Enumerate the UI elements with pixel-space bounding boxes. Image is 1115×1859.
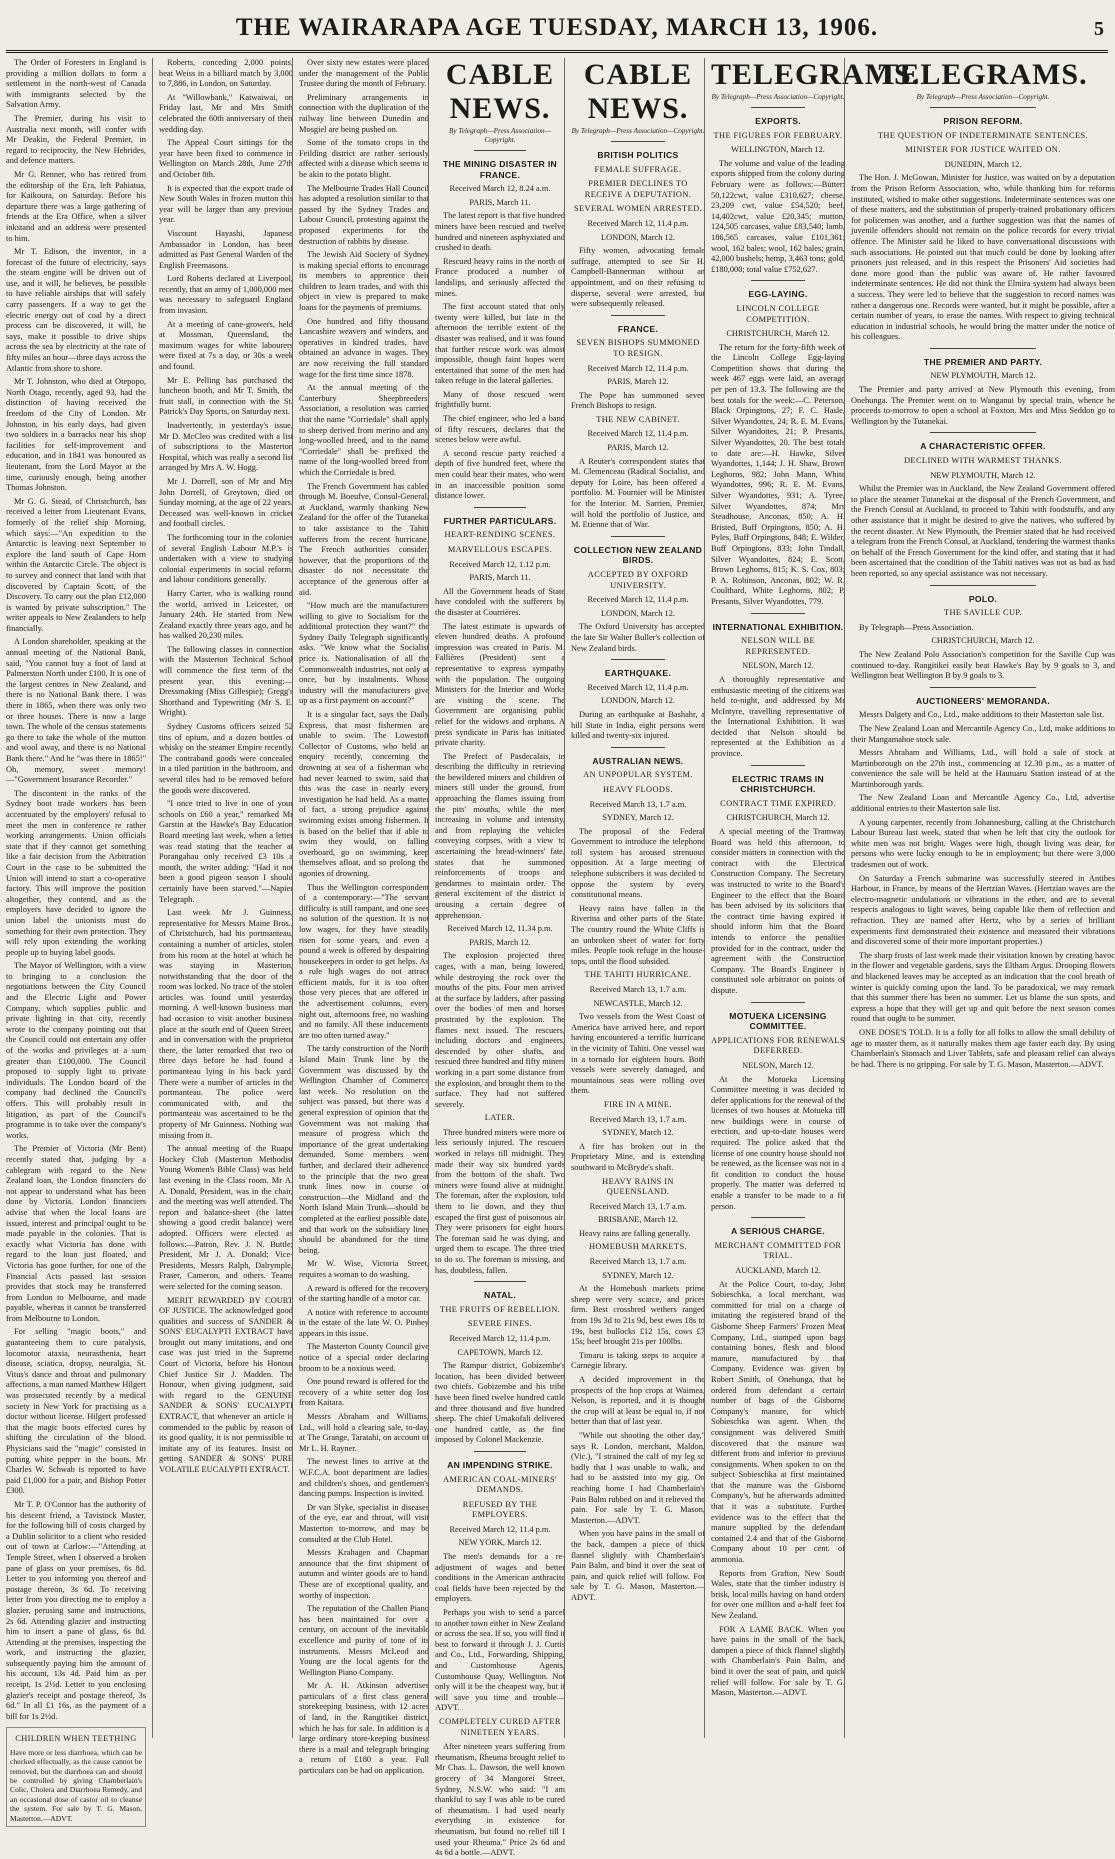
dateline: Received March 13, 1.7 a.m. bbox=[589, 799, 687, 809]
dateline: LONDON, March 12. bbox=[601, 232, 675, 242]
article-paragraph: Mr T. Johnston, who died at Otepopo, North Otago, recently, aged 93, had the distinction of having received the freedom of the City of London. Mr Johnston, in his early days, had given two soldiers in a barracks near his shop facilities for self-improvement and education, and in 1841 was honoured as lieutenant, from the Lord Mayor at the time, curiously enough, being another Thomas Johnston. bbox=[6, 377, 146, 493]
article-paragraph: The French Government has cabled through M. Boeufve, Consul-General, at Auckland, warmly thanking New Zealand for the offer of the Tutanekai to take assistance to the Tahiti sufferers from the recent hurricane. The French authorities consider, however, that the proportions of the disaster do not necessitate the acceptance of the generous offer at aid. bbox=[299, 481, 429, 597]
news-heading: THE MINING DISASTER IN FRANCE. bbox=[442, 159, 558, 180]
sub-heading: MERCHANT COMMITTED FOR TRIAL. bbox=[714, 1240, 842, 1261]
dateline: Received March 13, 1.7 a.m. bbox=[589, 985, 687, 994]
news-heading: AUSTRALIAN NEWS. bbox=[592, 755, 684, 766]
article-paragraph: The New Zealand Loan and Mercantile Agency Co., Ltd, advertise additional entries to their Masterton sale list. bbox=[851, 793, 1115, 814]
sub-heading: MARVELLOUS ESCAPES. bbox=[447, 545, 553, 554]
sub-heading: HEAVY FLOODS. bbox=[603, 784, 673, 794]
news-heading: EXPORTS. bbox=[755, 116, 801, 126]
section-banner: CABLE NEWS. bbox=[445, 58, 555, 125]
article-paragraph: Mr G. G. Stead, of Christchurch, has received a letter from Lieutenant Evans, formerly of the relief ship Morning, which says:—"An expedition to the Antarctic is leaving next September to explore the land south of Cape Horn within the Antarctic Circle. The object is to survey and connect that land with that discovered by Captain Scott, of the Discovery. To carry out the plan £12,000 is wanted by private subscription." The writer appeals to New Zealanders to help financially. bbox=[6, 496, 146, 633]
article-paragraph: A London shareholder, speaking at the annual meeting of the National Bank, said, "You cannot buy a foot of land at Palmerston North under £100. It is one of the largest centres in New Zealand, and there is no National Bank there. I was there in 1865, when there was only two or three houses. There is now a large town. The whole of the census statements go there to take the whole of the mutton and wool away, and there is no National Bank there." And he "was there in 1865!" Oh, memory, sweet memory!—"Government Insurance Recorder." bbox=[6, 637, 146, 785]
dateline: PARIS, March 12. bbox=[607, 377, 669, 387]
sub-heading: COMPLETELY CURED AFTER NINETEEN YEARS. bbox=[439, 1716, 561, 1737]
dateline: NELSON, March 12. bbox=[742, 661, 814, 671]
byline: By Telegraph—Press Association—Copyright. bbox=[916, 93, 1050, 101]
article-paragraph: The New Zealand Loan and Mercantile Agency Co., Ltd, make additions to their Mangamahoe stock sale. bbox=[851, 723, 1115, 744]
dateline: Received March 12, 8.24 a.m. bbox=[449, 184, 551, 194]
sub-heading: APPLICATIONS FOR RENEWALS DEFERRED. bbox=[711, 1035, 845, 1056]
article-paragraph: By Telegraph—Press Association. bbox=[859, 622, 974, 632]
article-paragraph: The newest lines to arrive at the W.F.C.A. boot department are ladies' and children's shoes, and gentlemen's dancing pumps. Inspection is invited. bbox=[299, 1457, 429, 1499]
advertisement-text: Have more or less diarrhoea, which can be checked effectually, as the cause cannot be removed, but the diarrhoea can and should be controlled by giving Chamberlain's Colic, Cholera and Diarrhoea Remedy, and an occasional dose of castor oil to cleanse the system. For sale by T. G. Mason, Masterton.—ADVT. bbox=[10, 1747, 142, 1823]
divider bbox=[930, 348, 1036, 349]
news-heading: FRANCE. bbox=[617, 323, 659, 334]
news-heading: PRISON REFORM. bbox=[943, 116, 1023, 126]
article-paragraph: The Jewish Aid Society of Sydney is making special efforts to encourage its members to apprentice their children to learn trades, and with this object in view is prepared to make loans for the payments of premiums. bbox=[299, 250, 429, 313]
article-paragraph: At "Willowbank," Kaiwaiwai, on Friday last, Mr and Mrs Smith celebrated the 60th anniversary of their wedding day. bbox=[159, 92, 293, 134]
article-paragraph: The Premier and party arrived at New Plymouth this evening, from Onehunga. The Premier went on to Wanganui by special train, whence he proceeds to-morrow to open a school at Foxton. Mrs and Miss Seddon go to Wellington by the Tutanekai. bbox=[851, 385, 1115, 426]
section-banner: CABLE NEWS. bbox=[583, 58, 693, 125]
sub-heading: REFUSED BY THE EMPLOYERS. bbox=[462, 1499, 538, 1520]
divider bbox=[474, 507, 526, 508]
article-paragraph: One pound reward is offered for the recovery of a white setter dog lost from Kaitara. bbox=[299, 1377, 429, 1408]
article-paragraph: Thus the Wellington correspondent of a contemporary:—"The servant difficulty is still rampant, and one sees no solution of the question. It is not low wages, for they have steadily risen for some years, and even a pound a week is offered by despairing housekeepers in order to get helps. As a rule high wages do not attract efficient maids, for it is too often those very pieces that are offered in the advertisement columns, every night out, afternoons free, no washing and no family. All these inducements are too often turned away." bbox=[299, 882, 429, 1040]
news-heading: NATAL. bbox=[483, 1290, 517, 1301]
dateline: Received March 13, 1.7 a.m. bbox=[589, 1201, 687, 1211]
article-paragraph: The Prefect of Pasdecalais, in describing the difficulty in retrieving the bewildered miners and children of miners still under the ground, from approaching the flames issuing from the pits' mouths, while the men increasing in volume and intensity, and from replaying the vehicles conveying corpses, with a view to ascertaining the bread-winners' fate, states that he summoned reinforcements of troops and gendarmes to maintain order. The general excitement of the district is arousing a certain degree of apprehension. bbox=[435, 751, 565, 920]
article-paragraph: Mr W. Wise, Victoria Street, requires a woman to do washing. bbox=[299, 1259, 429, 1279]
article-paragraph: Viscount Hayashi, Japanese Ambassador in London, has been admitted as Past General Warden of the English Freemasons. bbox=[159, 228, 293, 270]
sub-heading: HEAVY RAINS IN QUEENSLAND. bbox=[602, 1176, 674, 1197]
sub-heading: SEVERAL WOMEN ARRESTED. bbox=[573, 204, 703, 214]
news-heading: BRITISH POLITICS bbox=[597, 150, 679, 160]
article-paragraph: The Premier, during his visit to Australia next month, will confer with Mr Deakin, the Federal Premier, in regard to reciprocity, the New Hebrides, and defence matters. bbox=[6, 113, 146, 166]
article-paragraph: Messrs Abraham and Williams, Ltd., will hold a sale of stock at Martinborough on the 27th inst., commencing at 12.30 p.m., as a matter of convenience the sale will be held at the Hautuaru Station instead of at the Martinborough yards. bbox=[851, 748, 1115, 789]
article-paragraph: One hundred and fifty thousand Lancashire weavers and winders, and operatives in kindred trades, have obtained an advance in wages. They are now receiving the full standard wage for the first time since 1878. bbox=[299, 316, 429, 379]
dateline: SYDNEY, March 12. bbox=[602, 1128, 674, 1138]
divider bbox=[611, 141, 665, 142]
article-paragraph: Inadvertently, in yesterday's issue, Mr D. McCleo was credited with a list of subscriptions to the Masterton Hospital, which was really a second list arranged by Mrs A. W. Hogg. bbox=[159, 421, 293, 473]
article-paragraph: The discontent in the ranks of the Sydney boot trade workers has been accentuated by the employers' refusal to meet the men in conference re rather working arrangements. Union officials state that if they cannot get something like a fair decision from the Arbitration Court in the case to be submitted the Union will intend to start a co-operative factory. This will improve the position altogether, they contend, and as the employers have decided to ignore the union label the unionists must do something for their own protection. They will rely upon extending the working people up to buying label goods. bbox=[6, 788, 146, 957]
dateline: CHRISTCHURCH, March 12. bbox=[726, 813, 830, 823]
article-paragraph: It is a singular fact, says the Daily Express, that most fishermen are unable to swim. The Lowestoft Collector of Customs, who held an enquiry recently, concerning the drowning at sea of a fisherman who had never learned to swim, said that this was the case in nearly every investigation he had held. As a matter of fact, a strong prejudice against swimming exists among fishermen. It is based on the belief that if able to swim they would, on falling overboard, go on swimming, keep themselves afloat, and so prolong the agonies of drowning. bbox=[299, 710, 429, 878]
page-number: 5 bbox=[1094, 18, 1104, 40]
article-paragraph: The Pope has summoned seven French Bishops to resign. bbox=[571, 390, 705, 411]
article-paragraph: The latest estimate is upwards of eleven hundred deaths. A profound impression was created in Paris. M. Fallières (President) sent a representative to express sympathy with the population. The outgoing Ministers for the Interior and Works are visiting the scene. The Government are organising public relief for the widows and orphans. A press syndicate in Paris has initiated private charity. bbox=[435, 621, 565, 748]
column-cable-news-2 bbox=[564, 58, 705, 1738]
divider bbox=[930, 585, 1036, 586]
article-paragraph: Messrs Krahagen and Chapman announce that the first shipment of autumn and winter goods are to hand. These are of exceptional quality, and worthy of inspection. bbox=[299, 1548, 429, 1600]
sub-heading: THE NEW CABINET. bbox=[596, 414, 680, 424]
news-heading: THE PREMIER AND PARTY. bbox=[923, 356, 1043, 367]
article-paragraph: Messrs Dalgety and Co., Ltd., make additions to their Masterton sale list. bbox=[859, 710, 1105, 720]
divider bbox=[474, 1451, 526, 1452]
dateline: NELSON, March 12. bbox=[742, 1060, 814, 1070]
sub-heading: CONTRACT TIME EXPIRED. bbox=[720, 798, 836, 808]
article-paragraph: The Appeal Court sittings for the year have been fixed to commence in Wellington on March 28th, June 27th and October 8th. bbox=[159, 138, 293, 179]
article-paragraph: After nineteen years suffering from rheumatism, Rheuma brought relief to Mr Chas. L. Dawson, the well known grocery of 34 Mangorei Street, Sydney, N.S.W. who said: "I am thankful to say I was able to be cured of rheumatism. I had used nearly everything in existence for rheumatism, but found no relief till I used your Rheuma." Price 2s 6d and 4s 6d a bottle.—ADVT. bbox=[435, 1742, 565, 1858]
article-paragraph: The reputation of the Challen Piano has been maintained for over a century, on account of the inevitable excellence and purity of tone of its instruments. Messrs McLeod and Young are the local agents for the Wellington Piano Company. bbox=[299, 1604, 429, 1677]
article-paragraph: Heavy rains are falling generally. bbox=[579, 1228, 691, 1238]
article-paragraph: The Premier of Victoria (Mr Bent) recently stated that, judging by a cablegram with regard to the New Zealand loan, the London financiers do not appear to understand what has been done by Victoria. London financiers advise that when the local loans are issued, interest and principal ought to be made payable in the colonies. That is exactly what Victoria has done with regard to the loan just floated, and Victoria has gone further, for one of the Financial Acts passed last session provides that stock may be transferred from London to Melbourne, and made payable, whereas it cannot be transferred from Melbourne to London. bbox=[6, 1144, 146, 1323]
section-banner: TELEGRAMS. bbox=[711, 58, 921, 91]
masthead-title: THE WAIRARAPA AGE TUESDAY, MARCH 13, 1906. bbox=[235, 14, 879, 41]
news-heading: AUCTIONEERS' MEMORANDA. bbox=[915, 695, 1051, 706]
article-paragraph: Harry Carter, who is walking round the world, arrived in Leicester, on January 24th. He started from New Zealand exactly three years ago, and he has walked 20,230 miles. bbox=[159, 588, 293, 641]
sub-heading: NELSON WILL BE REPRESENTED. bbox=[741, 636, 815, 656]
article-paragraph: The New Zealand Polo Association's competition for the Saville Cup was continued to-day. Rangitikei easily beat Hawke's Bay by 9 goals to 3, and Wellington beat Wellington B by 9 goals to 3. bbox=[851, 649, 1115, 681]
divider bbox=[751, 107, 805, 108]
divider bbox=[611, 315, 665, 316]
column-3 bbox=[292, 58, 429, 1776]
sub-heading: FIRE IN A MINE. bbox=[604, 1099, 672, 1109]
article-paragraph: Many of those rescued were frightfully burnt. bbox=[435, 389, 565, 410]
article-paragraph: Whilst the Premier was in Auckland, the New Zealand Government offered to place the steamer Tutanekai at the disposal of the French Government, and the French Consul at Auckland, to proceed to Tahiti with foodstuffs, and any other assistance that it might be desired to give the natives, who suffered by the recent disaster. At New Plymouth, the Premier stated that he had received a telegram from the French Consul, at Auckland, tendering the warmest thanks on behalf of the French Government for the kind offer, and stating that it had been ascertained that the condition of the Tahiti natives was not as bad as had been reported, so any special assistance was not necessary. bbox=[851, 484, 1115, 578]
article-paragraph: When you have pains in the small of the back, dampen a piece of thick flannel slightly with Chamberlain's Pain Balm, and bind it over the seat of pain, and quick relief will follow. For sale by T. G. Mason, Masterton.—ADVT. bbox=[571, 1529, 705, 1602]
divider bbox=[930, 107, 1036, 108]
news-heading: FURTHER PARTICULARS. bbox=[443, 515, 557, 526]
dateline: CHRISTCHURCH, March 12. bbox=[726, 329, 830, 339]
advertisement bbox=[6, 1727, 146, 1827]
sub-heading: MINISTER FOR JUSTICE WAITED ON. bbox=[905, 145, 1061, 155]
article-paragraph: The Order of Foresters in England is providing a million dollars to form a settlement in the north-west of Canada with immigrants selected by the Salvation Army. bbox=[6, 58, 146, 110]
dateline: Received March 12, 11.4 p.m. bbox=[587, 595, 689, 605]
byline: By Telegraph—Press Association—Copyright. bbox=[711, 93, 845, 101]
divider bbox=[751, 1217, 805, 1218]
divider bbox=[751, 280, 805, 281]
article-paragraph: A special meeting of the Tramway Board was held this afternoon, to consider matters in connection with the contract with the Electrical Construction Company. The Secretary was instructed to write to the Board's Engineer to the effect that the Board has been advised by its solicitors that the contract time having expired it should inform him that the Board intends to enforce the penalties provided for in the contract, under the agreement with the Construction Company. The Board's Engineer is constituted sole arbitrator on points of dispute. bbox=[711, 827, 845, 995]
dateline: Received March 12, 11.4 p.m. bbox=[587, 429, 689, 439]
dateline: Received March 12, 11.4 p.m. bbox=[449, 1524, 551, 1534]
article-paragraph: Some of the tomato crops in the Feilding district are rather seriously affected with a disease which seems to be akin to the potato blight. bbox=[299, 138, 429, 179]
article-paragraph: Mr J. Dorrell, son of Mr and Mrs John Dorrell, of Greytown, died on Sunday morning, at the age of 22 years. Deceased was well-known in cricket and football circles. bbox=[159, 476, 293, 529]
dateline: NEW YORK, March 12. bbox=[458, 1538, 542, 1548]
dateline: WELLINGTON, March 12. bbox=[731, 145, 825, 155]
advertisement-title: CHILDREN WHEN TEETHING bbox=[15, 1734, 137, 1744]
article-paragraph: The Rampur district, Gobizembe's location, has been divided between two chiefs. Gobizembe and his tribe have been fined twelve hundred cattle and three thousand and five hundred sheep. The chief Umakofali delivered one hundred cattle, as the fine imposed by Colonel Mackenzie. bbox=[435, 1361, 565, 1445]
article-paragraph: A fire has broken out in the Proprietary Mine, and is extending southward to McBryde's shaft. bbox=[571, 1141, 705, 1172]
dateline: NEWCASTLE, March 12. bbox=[593, 998, 683, 1008]
article-paragraph: Mr E. Pelling has purchased the luncheon booth, and Mr T. Smith, the fruit stall, in connection with the St. Patrick's Day Sports, on Saturday next. bbox=[159, 375, 293, 417]
divider bbox=[611, 536, 665, 537]
article-paragraph: Mr T. P. O'Connor has the authority of his descent friend, a Tavistock Master, for the following bill of costs charged by a Dublin solicitor to a client who resided out of town at Carlow:—"Attending at Temple Street, when I observed a broken pane of glass on your premises, 6s 8d. Letter to you informing you thereof and postage thereon, 3s 6d. To receiving letter from you directing me to employ a glazier, perusing same and instructions, 2s 6d. Attending glazier and instructing him to insert a pane of glass, 6s 8d. Attending at the premises, inspecting the work, and instructing the glazier, subsequently paying him the amount of his account, 13s 4d. Paid him as per receipt, 1s 2½d. Letter to you enclosing glazier's receipt and postage thereof, 3s 6d." In all £1 16s, as the payment of a bill for 1s 2½d. bbox=[6, 1499, 146, 1721]
column-1 bbox=[6, 58, 147, 1823]
article-paragraph: At the Motueka Licensing Committee meeting it was decided to defer applications for the renewal of the licenses of two houses at Motueka till new buildings were in course of erection, and up-to-date houses were required. The police asked that the license of one country house should not be renewed, as the licensee was not in a fit condition to conduct the house properly. The matter was deferred to enable a transfer to be made to a fit person. bbox=[711, 1074, 845, 1211]
article-paragraph: The explosion projected three cages, with a man, being lowered, while destroying the rock over the mouths of the pits. Four men arrived at the surface by ladders, after passing over the bodies of men and horses prostrated by the explosion. The flames next issued. The rescuers, including doctors and engineers, descended by other shafts, and rescued three hundred and fifty miners working in a part some distance from the explosion, and brought them to the surface. They had not suffered severely. bbox=[435, 951, 565, 1109]
dateline: Received March 12, 11.34 p.m. bbox=[447, 924, 553, 934]
article-paragraph: Mr T. Edison, the inventor, in a forecast of the future of electricity, says the steam engine will be driven out of use, and it will, he believes, be possible to have reliable airships that will safely carry passengers. If a way to get the electric energy out of coal by a direct process can be discovered, it will, he says, make it possible to drive ships across the sea by electricity at the rate of fifty miles an hour—three days across the Atlantic from shore to shore. bbox=[6, 247, 147, 373]
article-paragraph: For selling "magic boots," and guaranteeing them to cure paralysis, locomotor ataxia, neurasthenia, heart disease, sciatica, dropsy, neuralgia, St. Vitus's dance and throat and pulmonary affections, a man named Matthew Hilgert was prosecuted recently by a medical society in New York for practising as a doctor without license. Hilgert professed that the magic boots effected cures by shifting the circulation of the blood. Physicians said the "magic" consisted in putting white pepper in the boots. Mr Charles W. Schwab is reported to have paid £1,000 for a pair, and Bishop Potter £300. bbox=[6, 1327, 146, 1496]
article-paragraph: All the Government heads of State have condoled with the sufferers by the disaster at Courrières. bbox=[435, 586, 565, 617]
article-paragraph: The latest report is that five hundred miners have been rescued and twelve hundred and nineteen asphyxiated and crushed to death. bbox=[435, 211, 565, 253]
sub-heading: THE FRUITS OF REBELLION. bbox=[439, 1304, 561, 1314]
article-paragraph: The tardy construction of the North Island Main Trunk line by the Government was discussed by the Wellington Chamber of Commerce last week. No resolution on the subject was passed, but there was a general expression of opinion that the Government was not making that measure of progress which the importance of the great undertaking demanded. Some members went further, and declared their adherence to the principle that the two great trunk lines now in course of construction—the Midland and the North Island Main Trunk—should be completed at the earliest possible date, and that work on the subsidiary lines should be abandoned for the time being. bbox=[299, 1044, 429, 1255]
sub-heading: DECLINED WITH WARMEST THANKS. bbox=[903, 456, 1062, 466]
article-paragraph: Three hundred miners were more or less seriously injured. The rescuers worked in relays till midnight. They made their way six hundred yards from the bottom of the shaft. Two miners were found alive at midnight. The foreman, after the explosion, told them to lie down, and they thus escaped the first gust of poisonous air. They were prisoners for eight hours. The foreman said he was dying, and urged them to escape. The three tried to do so. The foreman is missing, and has, doubtless, fallen. bbox=[435, 1127, 565, 1275]
article-paragraph: The Masterton County Council give notice of a special order declaring broom to be a noxious weed. bbox=[299, 1342, 429, 1373]
article-paragraph: A notice with reference to accounts in the estate of the late W. O. Pinhey appears in this issue. bbox=[299, 1307, 429, 1338]
article-paragraph: FOR A LAME BACK. When you have pains in the small of the back, dampen a piece of thick flannel slightly with Chamberlain's Pain Balm, and bind it over the seat of pain, and quick relief will follow. For sale by T. G. Mason, Masterton.—ADVT. bbox=[711, 1624, 845, 1698]
news-heading: A CHARACTERISTIC OFFER. bbox=[920, 441, 1046, 452]
sub-heading: THE SAVILLE CUP. bbox=[943, 608, 1023, 618]
news-heading: INTERNATIONAL EXHIBITION. bbox=[712, 621, 844, 632]
column-telegrams-1 bbox=[704, 58, 921, 1738]
dateline: PARIS, March 12. bbox=[607, 443, 669, 453]
article-paragraph: A Reuter's correspondent states that M. Clemenceau (Radical Socialist, and deputy for Loire, has been offered a portfolio. M. Fournier will be Minister for the Interior. M. Sarrien, Premier, will hold the portfolio of Justice, and M. Etienne that of War. bbox=[571, 456, 705, 530]
dateline: CAPETOWN, March 12. bbox=[457, 1347, 543, 1357]
article-paragraph: The men's demands for a re-adjustment of wages and better conditions in the American anthracite coal fields have been rejected by the employers. bbox=[435, 1552, 565, 1604]
article-paragraph: The annual meeting of the Ruapu Hockey Club (Masterton Methodist Young Women's Bible Class) was held last evening in the Class room. Mr A. A. Donald, President, was in the chair, and the meeting was well attended. The report and balance-sheet (the latter showing a good credit balance) were adopted. Officers were elected as follows:—Patron, Rev. J. N. Buttle; President, Mr J. A. Donald; Vice-Presidents, Messrs Ralph, Dalrymple, Fraser, Cameron, and others. Teams were selected for the coming season. bbox=[159, 1144, 293, 1291]
dateline: Received March 12, 11.4 p.m. bbox=[587, 218, 689, 228]
sub-heading: FEMALE SUFFRAGE. bbox=[594, 164, 682, 174]
article-paragraph: Roberts, conceding 2,000 points, beat Weiss in a billiard match by 3,000 to 7,886, in London, on Saturday. bbox=[159, 58, 293, 89]
article-paragraph: Lord Roberts declared at Liverpool, recently, that an army of 1,000,000 men was necessary to safeguard England from invasion. bbox=[159, 274, 293, 316]
sub-heading: LATER. bbox=[484, 1113, 516, 1123]
article-paragraph: The Hon. J. McGowan, Minister for Justice, was waited on by a deputation from the Prison Reform Association, who, while thanking him for reforms instituted, wished to make other suggestions. Indeterminate sentences was one of these matters, and the substitution of properly-trained probationary officers for policemen was another, and a further suggestion was that the names of juvenile offenders should not remain on the police records for every trivial offence. The Minister said he liked to have conversational discussions with such associations. He pointed out that much could be done by looking after prisoners just released, and in this respect the Prisoners' Aid societies had done more good than the public was aware of. He rather favoured indeterminate sentences. He did not think the Elmira system had always been a success. They were led to believe that the suggestion to record names was rather a dangerous one. Records were wanted, but it might be possible, after a certain number of years, to erase the names. With respect to giving technical education in industrial schools, he would bring the matter under the notice of his colleagues. bbox=[851, 173, 1115, 342]
dateline: NEW PLYMOUTH, March 12. bbox=[930, 371, 1036, 381]
byline: By Telegraph—Press Association—Copyright. bbox=[571, 127, 705, 135]
sub-heading: HEART-RENDING SCENES. bbox=[444, 530, 556, 540]
news-heading: ELECTRIC TRAMS IN CHRISTCHURCH. bbox=[732, 773, 824, 795]
article-paragraph: Heavy rains have fallen in the Riverina and other parts of the State. The country round the White Cliffs is an unbroken sheet of water for forty miles. People took refuge in the house-tops, until the flood subsided. bbox=[571, 903, 705, 966]
sub-heading: HOMEBUSH MARKETS. bbox=[588, 1242, 687, 1252]
article-paragraph: It is expected that the export trade of New South Wales in frozen mutton this year will be larger than any previous year. bbox=[159, 183, 293, 225]
article-paragraph: A second rescue party reached a depth of five hundred feet, where the men could hear their mates, who were in an inaccessible position some distance lower. bbox=[435, 448, 565, 501]
article-paragraph: The first account stated that only twenty were killed, but late in the afternoon the terrible extent of the disaster was realised, and it was found that further rescue work was almost impossible, though faint hopes were entertained that some of the men had taken refuge in the lateral galleries. bbox=[435, 302, 565, 386]
news-heading: POLO. bbox=[968, 593, 998, 604]
column-cable-news-1 bbox=[428, 58, 565, 1858]
article-paragraph: MERIT REWARDED BY COURT OF JUSTICE. The acknowledged good qualities and success of SANDER & SONS' EUCALYPTI EXTRACT have brought out many imitations, and one case was just tried in the Supreme Court of Victoria, before his Honour Chief Justice Sir J. Madden. The Honour, when giving judgment, said with regard to the GENUINE SANDER & SONS' EUCALYPTI EXTRACT, that whenever an article is commended to the public by reason of its good quality, it is not permissible to imitate any of its features. Insist on getting SANDER & SONS' PURE VOLATILE EUCALYPTI EXTRACT. bbox=[159, 1295, 293, 1474]
news-heading: A SERIOUS CHARGE. bbox=[730, 1226, 826, 1237]
dateline: DUNEDIN, March 12. bbox=[944, 159, 1022, 169]
sub-heading: SEVERE FINES. bbox=[467, 1319, 533, 1329]
article-paragraph: ONE DOSE'S TOLD. It is a folly for all folks to allow the small debility of age to master them, as it naturally makes them age faster each day. By using Chamberlain's Stomach and Liver Tablets, safe and pleasant relief can always be had. There is no gripping. For sale by T. G. Mason, Masterton.—ADVT. bbox=[851, 1027, 1115, 1069]
article-paragraph: Mr G. Renner, who has retired from the editorship of the Era, left Pahiatua, for Kaikoura, on Saturday. Before his departure there was a large gathering of friends at the Era Office, when a silver inkstand and an address were presented to him. bbox=[6, 169, 146, 243]
article-paragraph: Mr A. H. Atkinson advertises particulars of a first class general storekeeping business, with 12 acres of land, in the Rangitikei district, which he has for sale. In addition is a large ordinary store-keeping business there is a mail and telegraph bringing a return of £180 a year. Full particulars can be had on application. bbox=[299, 1681, 429, 1776]
divider bbox=[751, 1002, 805, 1003]
article-paragraph: The chief engineer, who led a band of fifty rescuers, declares that the scenes below were awful. bbox=[435, 414, 565, 445]
article-paragraph: Fifty women, advocating female suffrage, attempted to see Sir H. Campbell-Bannerman without an appointment, and on their refusing to disperse, several were arrested, but were subsequently released. bbox=[571, 246, 705, 309]
divider bbox=[611, 747, 665, 748]
article-paragraph: The Oxford University has accepted the late Sir Walter Buller's collection of New Zealand birds. bbox=[571, 622, 705, 653]
article-paragraph: Messrs Abraham and Williams, Ltd., will hold a clearing sale, to-day, at The Grange, Taratahi, on account of Mr L. H. Rayner. bbox=[299, 1412, 429, 1453]
article-paragraph: At a meeting of cane-growers, held at Mossman, Queensland, the maximum wages for white labourers were fixed at 7s a day, or 30s a week and found. bbox=[159, 319, 293, 372]
section-banner: TELEGRAMS. bbox=[878, 58, 1088, 91]
sub-heading: AN UNPOPULAR SYSTEM. bbox=[583, 770, 693, 780]
byline: By Telegraph—Press Association—Copyright. bbox=[449, 127, 551, 144]
article-paragraph: A reward is offered for the recovery of the starting handle of a motor car. bbox=[299, 1283, 429, 1304]
dateline: PARIS, March 11. bbox=[469, 573, 531, 583]
sub-heading: AMERICAN COAL-MINERS' DEMANDS. bbox=[443, 1474, 557, 1495]
divider bbox=[751, 613, 805, 614]
dateline: Received March 12, 11.4 p.m. bbox=[587, 682, 689, 692]
dateline: AUCKLAND, March 12. bbox=[735, 1266, 821, 1275]
dateline: Received March 13, 1.7 a.m. bbox=[589, 1257, 687, 1267]
sub-heading: THE QUESTION OF INDETERMINATE SENTENCES. bbox=[877, 130, 1089, 140]
article-paragraph: Sydney Customs officers seized 52 tins of opium, and a dozen bottles of whisky on the steamer Empire recently. The contraband goods were concealed in a tiled partition in the bathroom, and several tiles had to be removed before the goods were discovered. bbox=[159, 722, 293, 795]
article-paragraph: The proposal of the Federal Government to introduce the telephone toll system has aroused strenuous opposition. At a large meeting of telephone subscribers it was decided to oppose the system by every constitutional means. bbox=[571, 826, 705, 900]
article-paragraph: On Saturday a French submarine was successfully steered in Antibes Harbour, in France, by means of the Hertzian Waves. (Hertzian waves are the electro-magnetic undulations or vibrations in the ether, and are to several respects analogous to light waves, being capable like them of reflection and refraction. They are named after Hertz, who by a series of brilliant experiments first demonstrated their existence and measured their vibrations and discovered some of their more important properties.) bbox=[851, 873, 1115, 947]
article-paragraph: "I once tried to live in one of your schools on £60 a year," remarked Mr Garstin at the Hawke's Bay Education Board meeting last week, when a letter was read stating that the teacher at Porangahau only received £3 10s a month, the writer adding: "Had it not been a good pigeon season I should certainly have been starved."—Napier Telegraph. bbox=[159, 799, 293, 904]
dateline: BRISBANE, March 12. bbox=[597, 1215, 679, 1225]
article-paragraph: The Mayor of Wellington, with a view to bringing to a conclusion the negotiations between the City Council and the Electric Light and Power Company, which supplies public and private lighting in that city, recently wrote to the company pointing out that the Council could not entertain any offer of the works and privileges at a sum greater than £100,000. The Council proposed to supply light to private individuals. The London board of the company had declined the Council's offers. This will probably result in litigation, as part of the Council's programme is to take over the company's works. bbox=[6, 961, 146, 1140]
sub-heading: LINCOLN COLLEGE COMPETITION. bbox=[736, 303, 820, 324]
article-paragraph: Over sixty new estates were placed under the management of the Public Trustee during the month of February. bbox=[299, 58, 429, 89]
news-heading: EGG-LAYING. bbox=[748, 289, 808, 300]
divider bbox=[751, 765, 805, 766]
dateline: SYDNEY, March 12. bbox=[602, 1270, 674, 1280]
dateline: Received March 12, 1.12 p.m. bbox=[449, 559, 551, 569]
article-paragraph: The return for the forty-fifth week of the Lincoln College Egg-laying Competition shows that during the week 467 eggs were laid, an average per pen of 13.3. The following are the best totals for the week:—C. Peterson, Black Orpingtons, 27; F. C. Hasle, Silver Wyandottes, 24; R. E. M. Evans, Silver Wyandottes, 21; P. Presants, Silver Wyandottes, 20. The best totals to date are:—H. Hawke, Silver Wyandottes, 1,144; J. H. Shaw, Brown Leghorns, 982; John Mann, White Wyandottes, 996; R. E. M. Evans, Silver Wyandottes, 931; A. Tyree, Silver Wyandottes, 874; Mrs Steadhouse, Anconas, 850; A. H. Bristed, Buff Orpingtons, 850; A. H. Pyles, Buff Orpingtons, 848; E. Wilder, Buff Orpingtons, 833; John Tindall, Silver Wyandottes, 824; E. Scott, Brown Leghorns, 815; K. S. Cox, 803; P. A. Robinson, Anconas, 802; W. R. Coulthard, White Leghorns, 802; P. Presants, Silver Wyandottes, 779. bbox=[711, 342, 845, 606]
news-heading: EARTHQUAKE. bbox=[604, 668, 672, 679]
article-paragraph: Last week Mr J. Guinness, representative for Messrs Maine Bros., of Christchurch, had his portmanteau, containing a number of articles, stolen from his room at the hotel at which he was staying in Masterton, notwithstanding that the door of the room was locked. No trace of the stolen articles was found until yesterday morning. A well-known business man had occasion to visit another business place at the south end of Queen Street, and in conversation with the proprietor there, the latter remarked that two or three days before he had found a portmanteau lying in his back yard. There were a number of articles in the portmanteau. The police were communicated with, and the portmanteau was ascertained to be the property of Mr Guinness. Nothing was missing from it. bbox=[159, 908, 293, 1140]
divider bbox=[611, 659, 665, 660]
article-paragraph: At the annual meeting of the Canterbury Sheepbreeders' Association, a resolution was carried that the name "Corriedale" shall apply to sheep derived from merino and any long-woolled breed, and to the name "Corriedale" shall be prefixed the name of the long-woolled breed from which the Corriedale is bred. bbox=[299, 383, 429, 477]
divider bbox=[930, 432, 1036, 433]
article-paragraph: Reports from Grafton, New South Wales, state that the timber industry is brisk, local mills having on hand orders for over one million and a-half feet for New Zealand. bbox=[711, 1568, 845, 1620]
article-paragraph: Perhaps you wish to send a parcel to another town either in New Zealand or across the sea. If so, you will find it best to forward it through J. J. Curtis and Co., Ltd., Forwarding, Shipping, and Customhouse Agents, Customhouse Quay, Wellington. Not only will it be the cheapest way, but it will save you time and trouble—ADVT. bbox=[435, 1608, 565, 1713]
sub-heading: THE FIGURES FOR FEBRUARY. bbox=[713, 130, 843, 140]
dateline: PARIS, March 12. bbox=[469, 937, 531, 947]
divider bbox=[474, 1281, 526, 1282]
article-paragraph: Timaru is taking steps to acquire a Carnegie library. bbox=[571, 1350, 705, 1371]
article-paragraph: At the Homebush markets prime sheep were very scarce, and prices firm. Best crossbred wethers ranged from 19s 3d to 21s 9d, best ewes 18s to 19s, best bullocks £12 15s, cows £7 15s; beef brought 21s per 100lbs. bbox=[571, 1284, 705, 1347]
article-paragraph: During an earthquake at Bashahr, a hill State in India, eight persons were killed and twenty-six injured. bbox=[571, 709, 705, 741]
dateline: CHRISTCHURCH, March 12. bbox=[931, 636, 1035, 646]
news-heading: AN IMPENDING STRIKE. bbox=[447, 1459, 553, 1470]
sub-heading: THE TAHITI HURRICANE. bbox=[584, 970, 692, 980]
dateline: LONDON, March 12. bbox=[601, 696, 675, 706]
article-paragraph: Two vessels from the West Coast of America have arrived here, and report having encountered a terrific hurricane in the vicinity of Tahiti. One vessel was in a tornado for eighteen hours. Both vessels were severely damaged, and mountainous seas were rolling over them. bbox=[571, 1012, 705, 1096]
article-paragraph: The following classes in connection with the Masterton Technical School will commence the first term of the present year, this evening:—Dressmaking (Miss Gillespie); Gregg's Shorthand and Typewriting (Mr S. E. Wright). bbox=[159, 644, 293, 718]
dateline: PARIS, March 11. bbox=[469, 197, 531, 207]
dateline: LONDON, March 12. bbox=[601, 608, 675, 618]
article-paragraph: A thoroughly representative and enthusiastic meeting of the citizens was held to-night, and addressed by Mr McIntyre, travelling representative of the International Exhibition. It was decided that Nelson should be represented at the Exhibition as a province. bbox=[711, 674, 845, 759]
article-paragraph: The forthcoming tour in the colonies of several English Labour M.P.'s is undertaken with a view to studying colonial experiments in social reform, and labour conditions generally. bbox=[159, 532, 293, 585]
masthead-rule bbox=[6, 50, 1108, 53]
sub-heading: PREMIER DECLINES TO RECEIVE A DEPUTATION. bbox=[584, 179, 692, 199]
article-paragraph: "How much are the manufacturers willing to give to Socialism for the additional protection they want?" the Sydney Daily Telegraph significantly asks. "We know what the Socialist price is. Nationalisation of all the Commonwealth industries, not only at once, but by instalments. Whose industry will the manufacturers give up as a first payment on account?" bbox=[299, 601, 429, 706]
dateline: SYDNEY, March 12. bbox=[602, 813, 674, 823]
masthead bbox=[0, 0, 1114, 56]
article-paragraph: A decided improvement in the prospects of the hop crops at Waimea, Nelson, is reported, and it is thought the crop will at least be equal to, if not better than that of last year. bbox=[571, 1375, 705, 1427]
article-paragraph: The Melbourne Trades Hall Council has adopted a resolution similar to that passed by the Sydney Trades and Labour Council, protesting against the proposed experiments for the destruction of rabbits by disease. bbox=[299, 183, 429, 246]
article-paragraph: Preliminary arrangements in connection with the duplication of the railway line between Dunedin and Mosgiel are being pushed on. bbox=[299, 92, 429, 134]
article-paragraph: Rescued heavy rains in the north of France produced a number of landslips, and seriously affected the mines. bbox=[435, 256, 565, 298]
sub-heading: SEVEN BISHOPS SUMMONED TO RESIGN. bbox=[576, 338, 700, 358]
column-telegrams-2 bbox=[844, 58, 1115, 1738]
article-paragraph: A young carpenter, recently from Johannesburg, calling at the Christchurch Labour Bureau last week, stated that when he left that city the outlook for white men was not bright. Wages were high, though living was dear, for persons who were lucky enough to be in employment; but there were 3,000 tradesmen out of work. bbox=[851, 817, 1115, 870]
dateline: Received March 12, 11.4 p.m. bbox=[449, 1333, 551, 1343]
divider bbox=[474, 150, 526, 151]
article-paragraph: The volume and value of the leading exports shipped from the colony during February were as follows:—Butter: 50,122cwt, value £310,627; cheese, 23,209 cwt, value £54,520; beef, 14,402cwt, value £20,345; mutton, 124,505 carcases, value £83,540; lamb, 186,565 carcases, value £101,361; wool, 162 bales; wool, 162 bales; grain, 42,000 bushels; hemp, 3,463 tons; gold, £180,000; total value £752,627. bbox=[711, 158, 845, 274]
news-heading: MOTUEKA LICENSING COMMITTEE. bbox=[729, 1010, 827, 1032]
news-heading: COLLECTION NEW ZEALAND BIRDS. bbox=[573, 544, 703, 566]
sub-heading: ACCEPTED BY OXFORD UNIVERSITY. bbox=[587, 570, 689, 590]
article-paragraph: Dr van Slyke, specialist in diseases of the eye, ear and throat, will visit Masterton to-morrow, and may be consulted at the Club Hotel. bbox=[299, 1502, 429, 1544]
dateline: Received March 13, 1.7 a.m. bbox=[589, 1114, 687, 1124]
article-paragraph: The sharp frosts of last week made their visitation known by creating havoc in the flower and vegetable gardens, says the Eltham Argus. Drooping flowers and blackened leaves may be accepted as an indication that the cool breath of winter is quickly coming upon the land. To be paradoxical, we may remark that this summer there has been no summer. Let us blame the sun spots, and express a hope that they will get up and quit before the next season comes round that ought to be summer. bbox=[851, 950, 1115, 1024]
article-paragraph: "While out shooting the other day," says R. London, merchant, Maldon, (Vic.), "I strained the calf of my leg so badly that I was unable to walk, and had to be assisted into my gig. On reaching home I had Chamberlain's Pain Balm rubbed on and it relieved the pain. For sale by T. G. Mason, Masterton.—ADVT. bbox=[571, 1430, 705, 1525]
article-paragraph: At the Police Court, to-day, John Sobieschka, a local merchant, was committed for trial on a charge of imitating the registered brand of the Gisborne Sheep Farmers' Frozen Meat Company, Ltd., stamped upon bags containing bones, flesh and blood manure, manufactured by that Company. Evidence was given by Robert Smith, of Onehunga, that he ordered from defendant a certain number of bags of the Gisborne Company's manure, for which Sobieschka was agent. When the consignment was delivered Smith discovered that the manure was different from and inferior to previous consignments. When spoken to on the subject Sobieschka at first maintained that the manure was the Gisborne Company's, but he afterwards admitted that it was a substitute. Further evidence was to the effect that the manure supplied by the defendant contained 2.4 and that of the Gisborne Company about 10 per cent. of ammonia. bbox=[711, 1279, 845, 1565]
divider bbox=[930, 687, 1036, 688]
dateline: Received March 12, 11.4 p.m. bbox=[587, 363, 689, 373]
column-2 bbox=[152, 58, 293, 1738]
dateline: NEW PLYMOUTH, March 12. bbox=[930, 470, 1036, 480]
